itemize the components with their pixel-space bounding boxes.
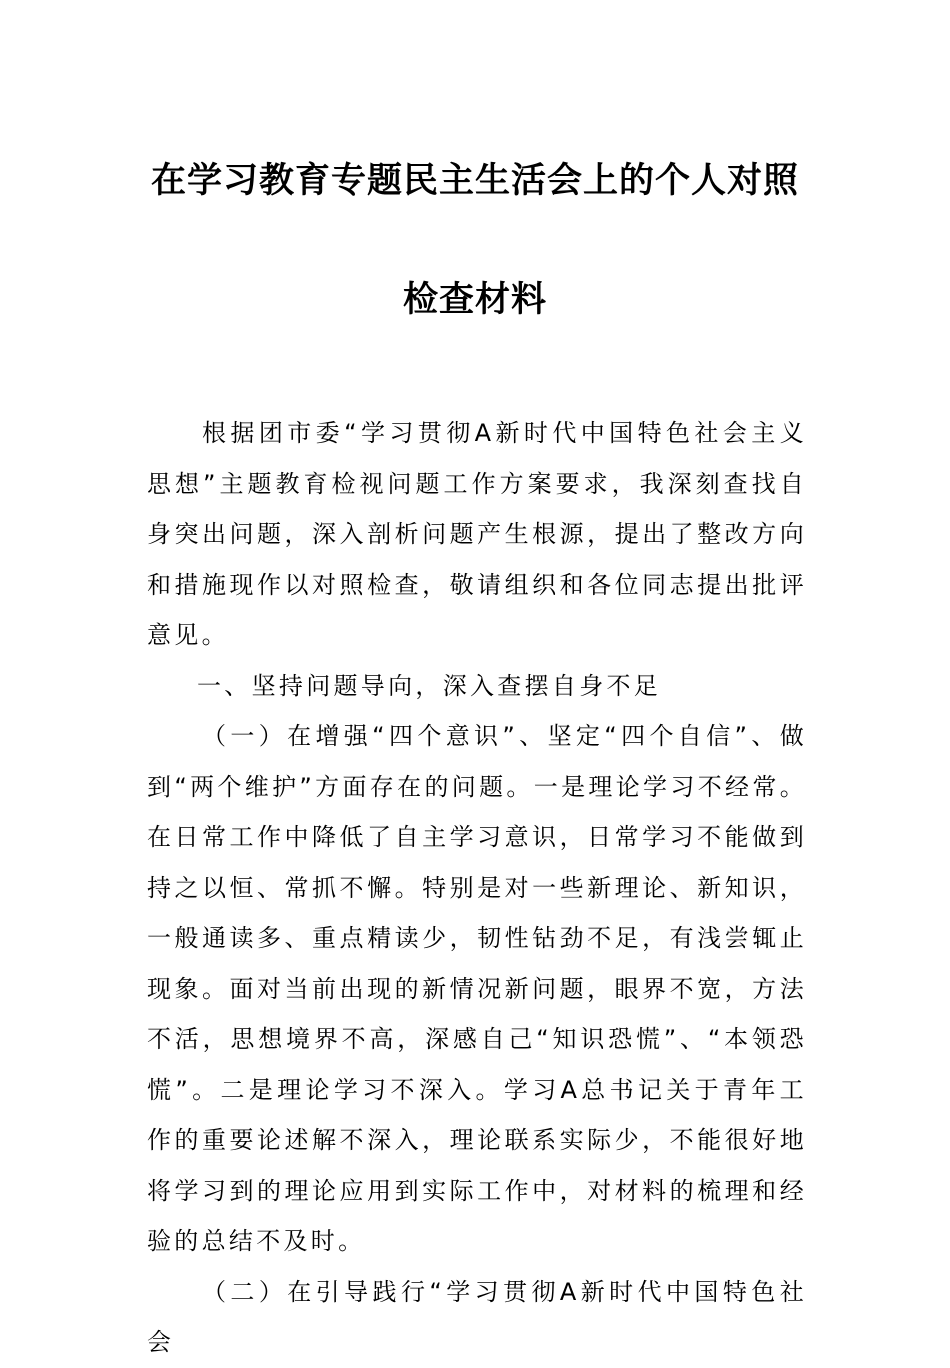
section-heading-1: 一、坚持问题导向，深入查摆自身不足 [197,671,662,700]
paragraph-subsection-1: （一）在增强“四个意识”、坚定“四个自信”、做到“两个维护”方面存在的问题。一是理论学习不经常。在日常工作中降低了自主学习意识，日常学习不能做到持之以恒、常抓不懈。特别是对一些新理论、新知识，一般通读多、重点精读少，韧性钻劲不足，有浅尝辄止现象。面对当前出现的新情况新问题，眼界不宽，方法不活，思想境界不高，深感自己“知识恐慌”、“本领恐慌”。二是理论学习不深入。学习A总书记关于青年工作的重要论述解不深入，理论联系实际少，不能很好地将学习到的理论应用到实际工作中，对材料的梳理和经验的总结不及时。 [147,722,807,1255]
document-body [147,408,807,1368]
document-title-line-1: 在学习教育专题民主生活会上的个人对照 [150,160,799,201]
document-title-line-2: 检查材料 [402,279,547,320]
paragraph-subsection-2: （二）在引导践行“学习贯彻A新时代中国特色社会 [147,1277,807,1356]
paragraph-intro: 根据团市委“学习贯彻A新时代中国特色社会主义思想”主题教育检视问题工作方案要求，我深刻查找自身突出问题，深入剖析问题产生根源，提出了整改方向和措施现作以对照检查，敬请组织和各位同志提出批评意见。 [147,419,807,649]
